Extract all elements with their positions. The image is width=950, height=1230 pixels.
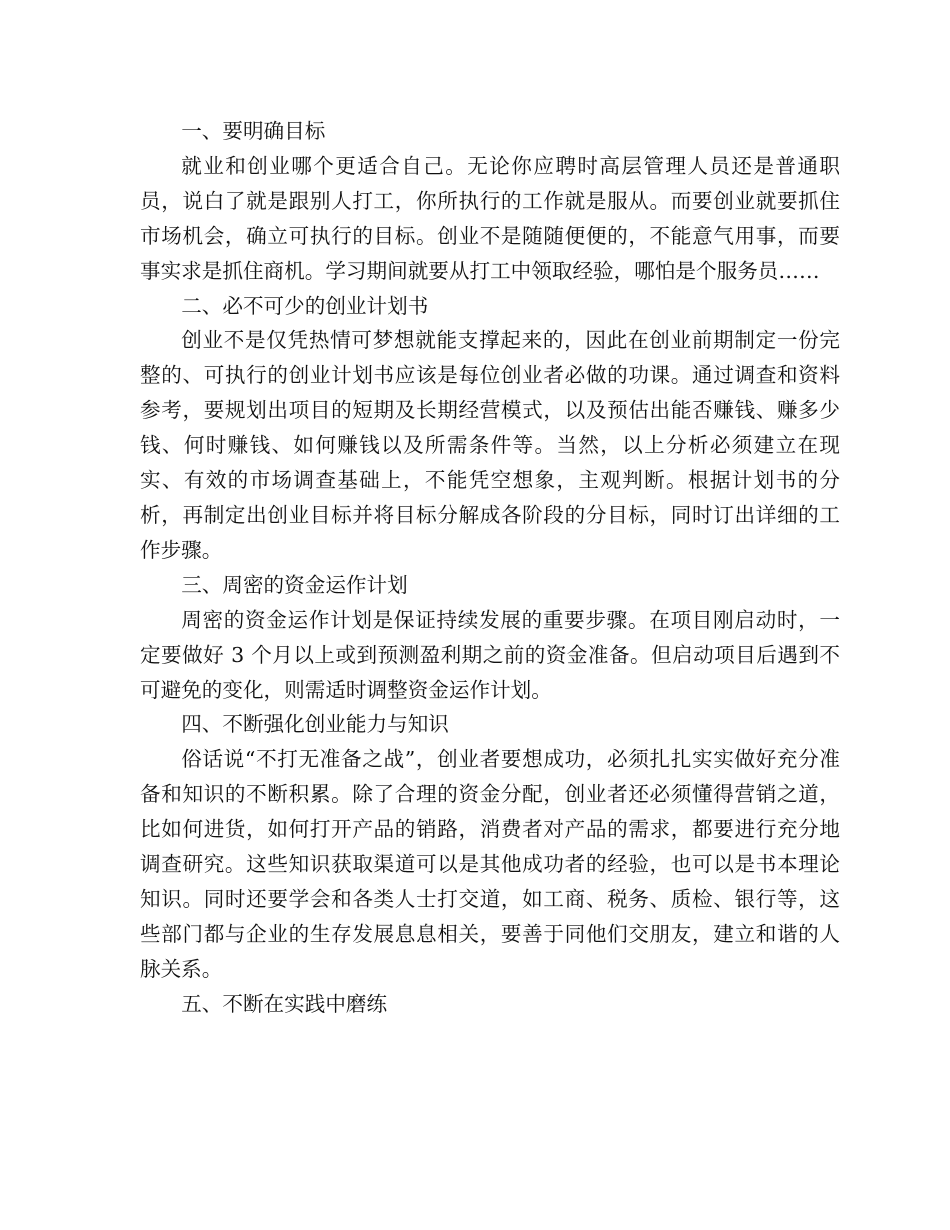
section-heading-2: 二、必不可少的创业计划书 — [181, 293, 429, 318]
section-heading-4: 四、不断强化创业能力与知识 — [181, 712, 449, 737]
paragraph-4: 俗话说“不打无准备之战”，创业者要想成功，必须扎扎实实做好充分准备和知识的不断积累。除了合理的资金分配，创业者还必须懂得营销之道，比如何进货，如何打开产品的销路，消费者对产品的需求，都要进行充分地调查研究。这些知识获取渠道可以是其他成功者的经验，也可以是书本理论知识。同时还要学会和各类人士打交道，如工商、税务、质检、银行等，这些部门都与企业的生存发展息息相关，要善于同他们交朋友，建立和谐的人脉关系。 — [140, 747, 840, 981]
section-heading-5: 五、不断在实践中磨练 — [181, 991, 388, 1016]
section-heading-3: 三、周密的资金运作计划 — [181, 572, 408, 597]
section-heading-1: 一、要明确目标 — [181, 119, 326, 143]
document-body — [140, 114, 840, 1022]
paragraph-1: 就业和创业哪个更适合自己。无论你应聘时高层管理人员还是普通职员，说白了就是跟别人打工，你所执行的工作就是服从。而要创业就要抓住市场机会，确立可执行的目标。创业不是随随便便的，不能意气用事，而要事实求是抓住商机。学习期间就要从打工中领取经验，哪怕是个服务员…… — [140, 153, 840, 283]
paragraph-2: 创业不是仅凭热情可梦想就能支撑起来的，因此在创业前期制定一份完整的、可执行的创业计划书应该是每位创业者必做的功课。通过调查和资料参考，要规划出项目的短期及长期经营模式，以及预估出能否赚钱、赚多少钱、何时赚钱、如何赚钱以及所需条件等。当然，以上分析必须建立在现实、有效的市场调查基础上，不能凭空想象，主观判断。根据计划书的分析，再制定出创业目标并将目标分解成各阶段的分目标，同时订出详细的工作步骤。 — [140, 328, 840, 562]
paragraph-3: 周密的资金运作计划是保证持续发展的重要步骤。在项目刚启动时，一定要做好 3 个月以上或到预测盈利期之前的资金准备。但启动项目后遇到不可避免的变化，则需适时调整资金运作计划。 — [140, 607, 840, 702]
